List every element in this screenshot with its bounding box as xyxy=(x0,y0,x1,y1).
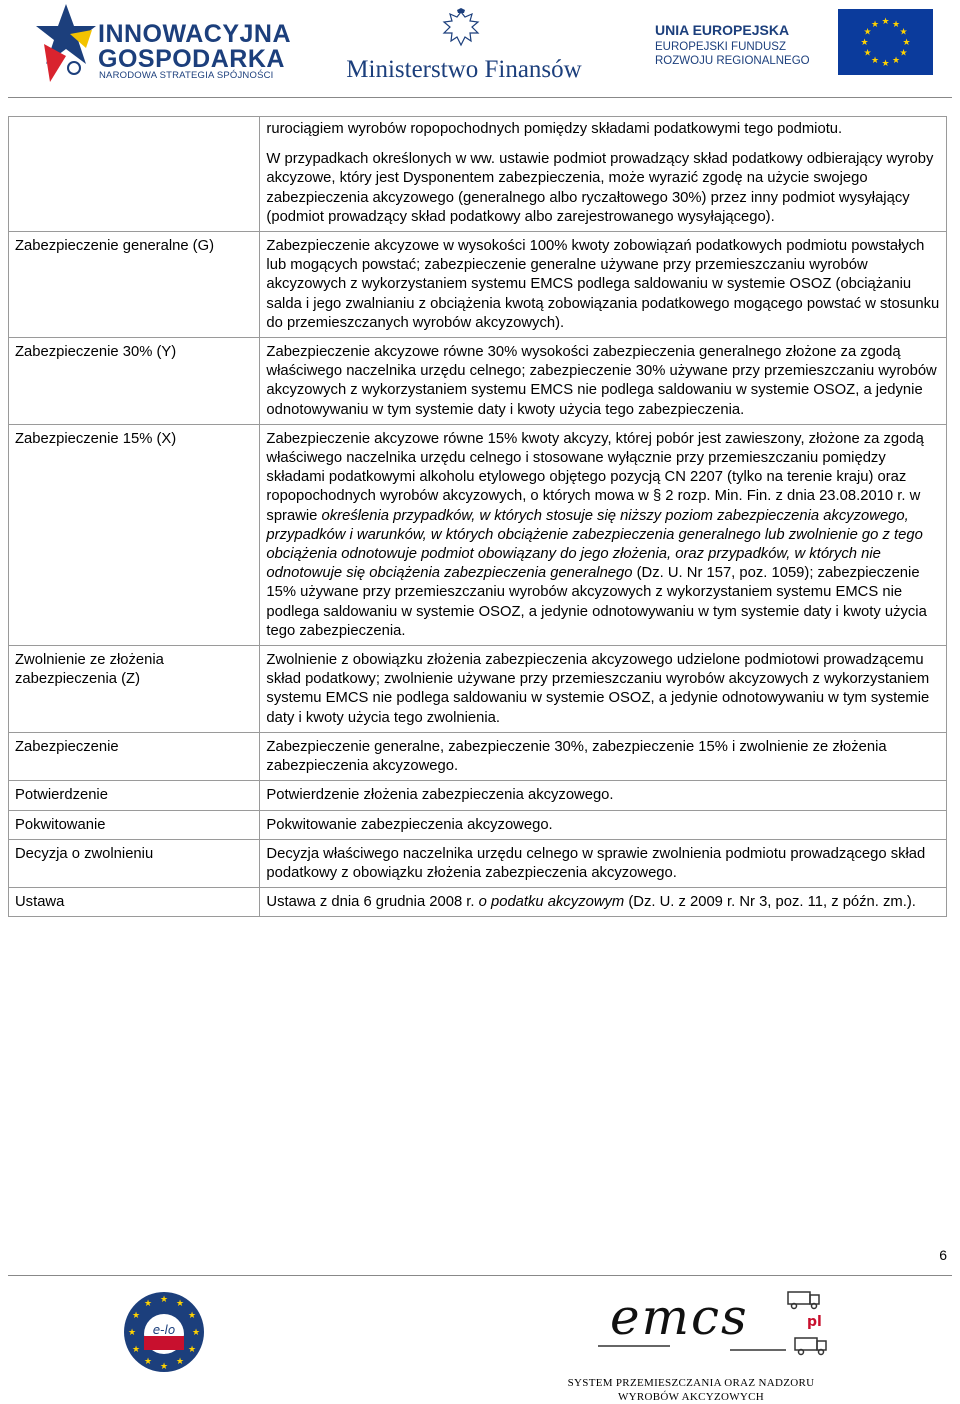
eu-flag-icon xyxy=(838,9,933,75)
definition-cell: Zabezpieczenie generalne, zabezpieczenie 30%, zabezpieczenie 15% i zwolnienie ze złożenia zabezpieczenia akcyzowego. xyxy=(260,732,947,780)
page-header xyxy=(0,0,960,98)
emcs-tagline xyxy=(556,1376,826,1404)
definition-text: Ustawa z dnia 6 grudnia 2008 r. xyxy=(266,894,479,911)
ministry-name: Ministerstwo Finansów xyxy=(346,56,582,83)
term-cell: Potwierdzenie xyxy=(9,781,260,810)
definitions-table xyxy=(8,116,947,917)
table-row xyxy=(9,117,947,232)
table-row xyxy=(9,646,947,733)
svg-text:★: ★ xyxy=(159,1295,169,1305)
svg-text:★: ★ xyxy=(191,1328,201,1338)
e-lo-text: e-lo xyxy=(152,1323,176,1337)
definition-text: (Dz. U. Nr 157, poz. 1059); zabezpieczenie 15% używane przy przemieszczaniu wyrobów akcyzowych z wykorzystaniem systemu EMCS nie podlega saldowaniu w systemie OSOZ, a jedynie odnotowywaniu w tym systemie daty i kwoty użycia tego zabezpieczenia. xyxy=(266,565,927,639)
svg-text:★: ★ xyxy=(143,1357,153,1367)
definition-text: Zabezpieczenie akcyzowe równe 15% kwoty akcyzy, której pobór jest zawieszony, złożone za zgodą właściwego naczelnika urzędu celnego i stosowane wyłącznie przy przemieszczaniu pomiędzy składami podatkowymi alkoholu etylowego objętego pozycją CN 2207 (tylko na terenie kraju) oraz ropopochodnych wyrobów akcyzowych, o których mowa w § 2 rozp. Min. Fin. z dnia 23.08.2010 r. w sprawie xyxy=(266,430,924,524)
svg-text:★: ★ xyxy=(891,20,901,30)
definition-cell xyxy=(260,888,947,917)
definition-cell: Potwierdzenie złożenia zabezpieczenia akcyzowego. xyxy=(260,781,947,810)
svg-text:★: ★ xyxy=(187,1345,197,1355)
definition-cell: Pokwitowanie zabezpieczenia akcyzowego. xyxy=(260,810,947,839)
term-cell xyxy=(9,117,260,232)
definition-cell: Decyzja właściwego naczelnika urzędu celnego w sprawie zwolnienia podmiotu prowadzącego skład podatkowy z obowiązku złożenia zabezpieczenia akcyzowego. xyxy=(260,839,947,887)
svg-text:★: ★ xyxy=(870,20,880,30)
eu-line3: ROZWOJU REGIONALNEGO xyxy=(655,55,810,67)
ig-line2: GOSPODARKA xyxy=(98,45,285,73)
ig-star-icon xyxy=(36,4,98,86)
innowacyjna-gospodarka-logo xyxy=(36,4,291,86)
svg-text:★: ★ xyxy=(899,27,908,38)
definition-cell xyxy=(260,424,947,645)
term-cell: Zwolnienie ze złożenia zabezpieczenia (Z) xyxy=(9,646,260,733)
term-cell: Zabezpieczenie generalne (G) xyxy=(9,232,260,338)
svg-text:★: ★ xyxy=(881,59,890,69)
svg-text:★: ★ xyxy=(187,1311,197,1321)
table-row xyxy=(9,781,947,810)
ig-subtitle: NARODOWA STRATEGIA SPÓJNOŚCI xyxy=(99,70,274,81)
term-cell: Ustawa xyxy=(9,888,260,917)
ministry-logo xyxy=(344,6,584,86)
term-cell: Zabezpieczenie 30% (Y) xyxy=(9,338,260,425)
eu-line2: EUROPEJSKI FUNDUSZ xyxy=(655,41,786,53)
ig-line1: INNOWACYJNA xyxy=(98,20,292,48)
emcs-logo xyxy=(590,1286,840,1358)
svg-text:★: ★ xyxy=(863,27,872,38)
term-cell: Zabezpieczenie 15% (X) xyxy=(9,424,260,645)
emcs-wordmark: emcs xyxy=(610,1288,749,1346)
svg-text:★: ★ xyxy=(175,1357,185,1367)
eu-line1: UNIA EUROPEJSKA xyxy=(655,22,790,38)
definition-cell: Zabezpieczenie akcyzowe w wysokości 100% kwoty zobowiązań podatkowych podmiotu powstałych lub mogących powstać; zabezpieczenie generalne używane przy przemieszczaniu wyrobów akcyzowych z wykorzystaniem systemu EMCS podlega saldowaniu w systemie OSOZ (obciążaniu salda i jego zwalnianiu z obciążenia kwotą zobowiązania podatkowego mogącego powstać w stosunku do przemieszczanych wyrobów akcyzowych). xyxy=(260,232,947,338)
definition-cell xyxy=(260,117,947,232)
e-lo-badge-icon xyxy=(122,1290,206,1374)
svg-text:★: ★ xyxy=(175,1299,185,1309)
footer-divider xyxy=(8,1275,952,1276)
tagline-line2: WYROBÓW AKCYZOWYCH xyxy=(617,1391,765,1403)
svg-text:★: ★ xyxy=(899,48,908,59)
definition-paragraph: rurociągiem wyrobów ropopochodnych pomiędzy składami podatkowymi tego podmiotu. xyxy=(266,121,843,137)
svg-text:★: ★ xyxy=(127,1328,137,1338)
svg-text:★: ★ xyxy=(881,17,890,27)
svg-text:★: ★ xyxy=(863,48,872,59)
eu-logo xyxy=(655,17,955,86)
svg-text:★: ★ xyxy=(902,38,911,48)
definition-text: (Dz. U. z 2009 r. Nr 3, poz. 11, z późn. zm.). xyxy=(624,894,916,911)
table-row xyxy=(9,839,947,887)
table-row xyxy=(9,424,947,645)
header-divider xyxy=(8,97,952,98)
table-row xyxy=(9,232,947,338)
table-row xyxy=(9,338,947,425)
definition-cell: Zwolnienie z obowiązku złożenia zabezpieczenia akcyzowego udzielone podmiotowi prowadzącemu skład podatkowy; zwolnienie używane przy przemieszczaniu wyrobów akcyzowych z wykorzystaniem systemu EMCS nie podlega saldowaniu w systemie OSOZ, a jedynie odnotowywaniu w tym systemie daty i kwoty użycia tego zwolnienia. xyxy=(260,646,947,733)
definition-paragraph: W przypadkach określonych w ww. ustawie podmiot prowadzący skład podatkowy odbierający wyroby akcyzowe, który jest Dysponentem zabezpieczenia, może wyrazić zgodę na użycie swojego zabezpieczenia akcyzowego (generalnego albo ryczałtowego 30%) przez inny podmiot wysyłający (podmiot prowadzący skład podatkowy albo zarejestrowanego wysyłającego). xyxy=(266,151,934,225)
definition-cell: Zabezpieczenie akcyzowe równe 30% wysokości zabezpieczenia generalnego złożone za zgodą właściwego naczelnika urzędu celnego; zabezpieczenie 30% używane przy przemieszczaniu wyrobów akcyzowych z wykorzystaniem systemu EMCS nie podlega saldowaniu w systemie OSOZ, a jedynie odnotowywaniu w tym systemie daty i kwoty użycia tego zabezpieczenia. xyxy=(260,338,947,425)
svg-text:★: ★ xyxy=(891,56,901,66)
svg-text:★: ★ xyxy=(870,56,880,66)
term-cell: Zabezpieczenie xyxy=(9,732,260,780)
svg-text:★: ★ xyxy=(131,1311,141,1321)
term-cell: Pokwitowanie xyxy=(9,810,260,839)
act-title: o podatku akcyzowym xyxy=(478,894,625,911)
svg-text:★: ★ xyxy=(159,1362,169,1372)
table-row xyxy=(9,732,947,780)
eagle-emblem-icon xyxy=(439,8,483,52)
svg-text:★: ★ xyxy=(131,1345,141,1355)
table-row xyxy=(9,810,947,839)
svg-text:★: ★ xyxy=(143,1299,153,1309)
table-row xyxy=(9,888,947,917)
page-number: 6 xyxy=(939,1247,947,1263)
svg-text:★: ★ xyxy=(860,38,869,48)
emcs-pl-suffix: pl xyxy=(807,1314,822,1330)
tagline-line1: SYSTEM PRZEMIESZCZANIA ORAZ NADZORU xyxy=(567,1377,815,1389)
regulation-title: określenia przypadków, w których stosuje się niższy poziom zabezpieczenia akcyzowego, przypadków i warunków, w których obciążenie zabezpieczenia generalnego lub zwolnienie go z tego obciążenia odnotowuje podmiot obowiązany do jego złożenia, oraz przypadków, w których nie odnotowuje się obciążenia zabezpieczenia generalnego xyxy=(266,507,923,582)
term-cell: Decyzja o zwolnieniu xyxy=(9,839,260,887)
